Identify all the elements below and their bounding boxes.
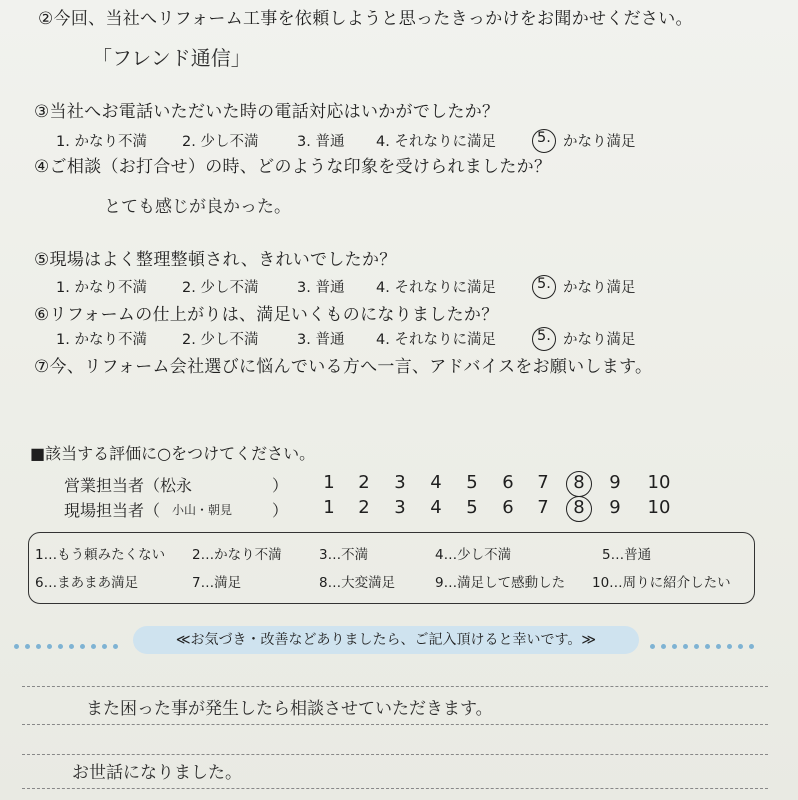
sales-rating-6[interactable]: 6 xyxy=(502,472,514,493)
question-4: ④ご相談（お打合せ）の時、どのような印象を受けられましたか？ xyxy=(34,157,552,177)
site-rating-6[interactable]: 6 xyxy=(502,497,514,518)
site-staff-handwritten: 小山・朝見 xyxy=(172,503,233,517)
q6-option-2[interactable]: 2. 少し不満 xyxy=(182,332,259,348)
sales-rating-7[interactable]: 7 xyxy=(537,472,549,493)
q5-option-5-label[interactable]: かなり満足 xyxy=(563,280,636,296)
answer-2-handwritten: 「フレンド通信」 xyxy=(92,46,251,70)
writing-line-4 xyxy=(22,788,768,789)
writing-line-3 xyxy=(22,754,768,755)
site-rating-2[interactable]: 2 xyxy=(358,497,370,518)
q6-option-5-number[interactable]: 5. xyxy=(537,328,551,344)
q6-options xyxy=(0,328,798,350)
site-rating-3[interactable]: 3 xyxy=(394,497,406,518)
rating-heading: ■該当する評価に○をつけてください。 xyxy=(30,444,316,463)
sales-rating-2[interactable]: 2 xyxy=(358,472,370,493)
rating-row-sales xyxy=(0,472,798,498)
q6-option-3[interactable]: 3. 普通 xyxy=(297,332,345,348)
site-rating-7[interactable]: 7 xyxy=(537,497,549,518)
sales-rating-4[interactable]: 4 xyxy=(430,472,442,493)
writing-line-1 xyxy=(22,686,768,687)
sales-rating-9[interactable]: 9 xyxy=(609,472,621,493)
q5-options xyxy=(0,276,798,298)
legend-item-8: 8…大変満足 xyxy=(319,575,396,591)
legend-item-5: 5…普通 xyxy=(602,547,652,563)
q3-option-4[interactable]: 4. それなりに満足 xyxy=(376,134,496,150)
dots-decoration-left-icon xyxy=(14,636,124,644)
question-3: ③当社へお電話いただいた時の電話対応はいかがでしたか？ xyxy=(34,102,500,122)
site-rating-10[interactable]: 10 xyxy=(647,497,671,518)
feedback-banner: ≪お気づき・改善などありましたら、ご記入頂けると幸いです。≫ xyxy=(133,626,639,654)
q5-option-2[interactable]: 2. 少し不満 xyxy=(182,280,259,296)
q3-option-3[interactable]: 3. 普通 xyxy=(297,134,345,150)
site-rating-1[interactable]: 1 xyxy=(323,497,335,518)
site-staff-label: 現場担当者（ xyxy=(64,501,161,520)
legend-item-9: 9…満足して感動した xyxy=(435,575,566,591)
sales-selection-circle-icon xyxy=(566,471,592,497)
q3-option-5-label[interactable]: かなり満足 xyxy=(563,134,636,150)
feedback-handwritten-1: また困った事が発生したら相談させていただきます。 xyxy=(86,699,493,719)
q3-options xyxy=(0,130,798,152)
site-rating-5[interactable]: 5 xyxy=(466,497,478,518)
q6-option-5-label[interactable]: かなり満足 xyxy=(563,332,636,348)
q3-option-5-number[interactable]: 5. xyxy=(537,130,551,146)
sales-rating-5[interactable]: 5 xyxy=(466,472,478,493)
q3-selection-circle-icon xyxy=(532,129,556,153)
sales-rating-8[interactable]: 8 xyxy=(573,472,585,493)
site-rating-4[interactable]: 4 xyxy=(430,497,442,518)
legend-item-1: 1…もう頼みたくない xyxy=(35,547,166,563)
site-rating-8[interactable]: 8 xyxy=(573,497,585,518)
q6-option-4[interactable]: 4. それなりに満足 xyxy=(376,332,496,348)
rating-legend xyxy=(28,532,755,604)
feedback-handwritten-2: お世話になりました。 xyxy=(72,763,242,783)
sales-staff-label: 営業担当者（松永 xyxy=(64,476,193,495)
q5-option-4[interactable]: 4. それなりに満足 xyxy=(376,280,496,296)
q6-option-1[interactable]: 1. かなり不満 xyxy=(56,332,147,348)
sales-rating-3[interactable]: 3 xyxy=(394,472,406,493)
sales-rating-10[interactable]: 10 xyxy=(647,472,671,493)
site-selection-circle-icon xyxy=(566,496,592,522)
q3-option-2[interactable]: 2. 少し不満 xyxy=(182,134,259,150)
sales-rating-1[interactable]: 1 xyxy=(323,472,335,493)
answer-4-handwritten: とても感じが良かった。 xyxy=(104,197,291,217)
question-2: ②今回、当社へリフォーム工事を依頼しようと思ったきっかけをお聞かせください。 xyxy=(38,9,693,29)
site-rating-9[interactable]: 9 xyxy=(609,497,621,518)
rating-row-site xyxy=(0,497,798,523)
dots-decoration-right-icon xyxy=(650,636,760,644)
question-6: ⑥リフォームの仕上がりは、満足いくものになりましたか？ xyxy=(34,305,499,325)
legend-item-10: 10…周りに紹介したい xyxy=(592,575,731,591)
legend-item-2: 2…かなり不満 xyxy=(192,547,282,563)
q5-selection-circle-icon xyxy=(532,275,556,299)
legend-item-4: 4…少し不満 xyxy=(435,547,512,563)
q5-option-5-number[interactable]: 5. xyxy=(537,276,551,292)
sales-staff-close: ） xyxy=(272,476,289,495)
question-5: ⑤現場はよく整理整頓され、きれいでしたか？ xyxy=(34,250,397,270)
q5-option-1[interactable]: 1. かなり不満 xyxy=(56,280,147,296)
legend-item-6: 6…まあまあ満足 xyxy=(35,575,139,591)
q6-selection-circle-icon xyxy=(532,327,556,351)
q5-option-3[interactable]: 3. 普通 xyxy=(297,280,345,296)
q3-option-1[interactable]: 1. かなり不満 xyxy=(56,134,147,150)
question-7: ⑦今、リフォーム会社選びに悩んでいる方へ一言、アドバイスをお願いします。 xyxy=(34,357,653,377)
site-staff-close: ） xyxy=(272,501,289,520)
writing-line-2 xyxy=(22,724,768,725)
legend-item-3: 3…不満 xyxy=(319,547,369,563)
legend-item-7: 7…満足 xyxy=(192,575,242,591)
